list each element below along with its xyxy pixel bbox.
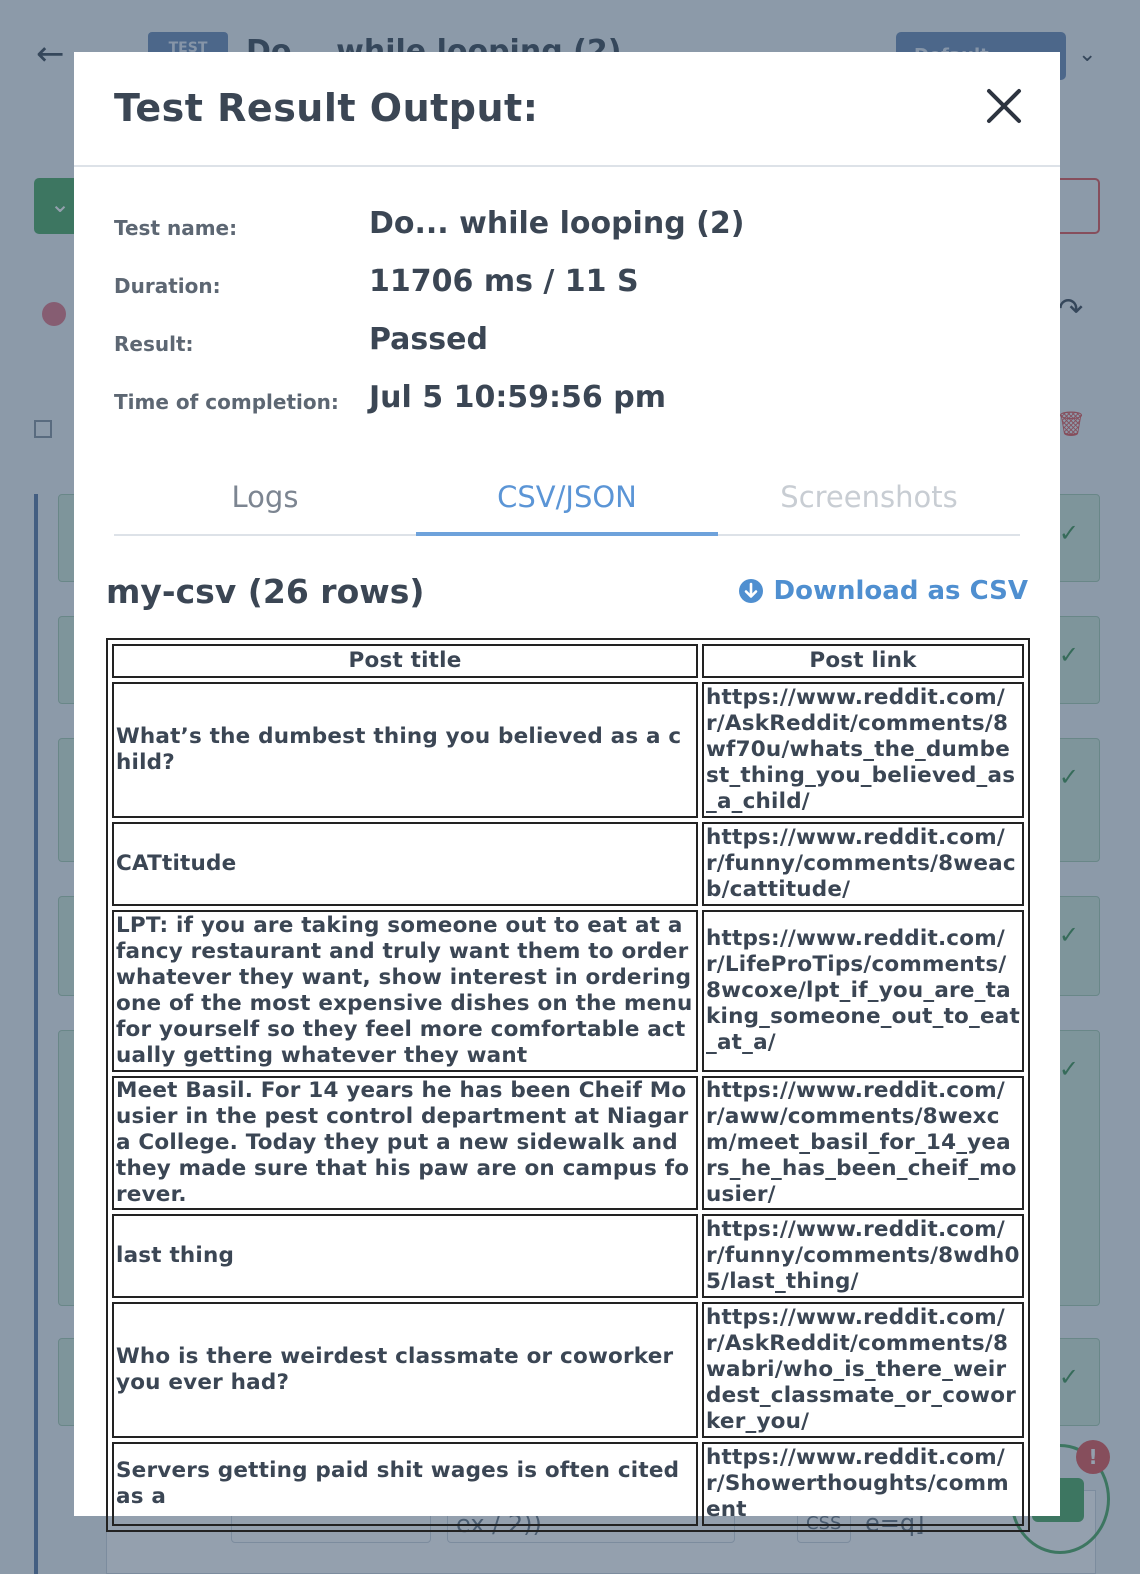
modal-header	[74, 52, 1060, 167]
post-link-cell: https://www.reddit.com/r/funny/comments/8wdh05/last_thing/	[702, 1214, 1024, 1298]
close-icon	[984, 86, 1024, 126]
post-title-cell: What’s the dumbest thing you believed as a child?	[112, 682, 698, 818]
info-label: Result:	[114, 332, 194, 356]
info-label: Test name:	[114, 216, 238, 240]
table-row	[112, 1302, 1024, 1438]
post-link-cell: https://www.reddit.com/r/Showerthoughts/comment	[702, 1442, 1024, 1526]
csv-header	[106, 572, 1028, 616]
post-link-cell: https://www.reddit.com/r/aww/comments/8wexcm/meet_basil_for_14_years_he_has_been_cheif_mousier/	[702, 1076, 1024, 1210]
post-link-cell: https://www.reddit.com/r/LifeProTips/comments/8wcoxe/lpt_if_you_are_taking_someone_out_to_eat_at_a/	[702, 910, 1024, 1072]
close-button[interactable]	[984, 86, 1024, 126]
table-row	[112, 910, 1024, 1072]
download-csv-button[interactable]	[738, 576, 1028, 606]
post-title-cell: last thing	[112, 1214, 698, 1298]
download-label: Download as CSV	[773, 576, 1028, 606]
post-title-cell: CATtitude	[112, 822, 698, 906]
csv-name: my-csv (26 rows)	[106, 572, 425, 611]
post-title-cell: Meet Basil. For 14 years he has been Cheif Mousier in the pest control department at Niagara College. Today they put a new sidewalk and they made sure that his paw are on campus forever.	[112, 1076, 698, 1210]
download-icon	[738, 578, 764, 604]
table-header-row	[112, 644, 1024, 678]
modal-title: Test Result Output:	[114, 86, 539, 130]
result-summary	[114, 202, 1014, 434]
info-label: Duration:	[114, 274, 221, 298]
table-row	[112, 1214, 1024, 1298]
post-title-cell: Who is there weirdest classmate or coworker you ever had?	[112, 1302, 698, 1438]
column-header-post-title: Post title	[112, 644, 698, 678]
table-row	[112, 822, 1024, 906]
post-title-cell: LPT: if you are taking someone out to eat at a fancy restaurant and truly want them to order whatever they want, show interest in ordering one of the most expensive dishes on the menu for yourself so they feel more comfortable actually getting whatever they want	[112, 910, 698, 1072]
post-link-cell: https://www.reddit.com/r/AskReddit/comments/8wf70u/whats_the_dumbest_thing_you_believed_as_a_child/	[702, 682, 1024, 818]
info-row-test-name	[114, 202, 1014, 260]
test-result-modal	[74, 52, 1060, 1522]
tab-csv-json[interactable]: CSV/JSON	[416, 474, 718, 536]
post-title-cell: Servers getting paid shit wages is often cited as a	[112, 1442, 698, 1526]
table-row	[112, 682, 1024, 818]
csv-table-scroll[interactable]	[106, 638, 1030, 1522]
tab-screenshots[interactable]: Screenshots	[780, 480, 958, 514]
post-link-cell: https://www.reddit.com/r/funny/comments/8weacb/cattitude/	[702, 822, 1024, 906]
info-value: Passed	[369, 322, 488, 357]
csv-table	[106, 638, 1030, 1532]
table-row	[112, 1442, 1024, 1526]
info-row-completion-time	[114, 376, 1014, 434]
result-tabs	[114, 474, 1020, 536]
info-label: Time of completion:	[114, 390, 339, 414]
post-link-cell: https://www.reddit.com/r/AskReddit/comments/8wabri/who_is_there_weirdest_classmate_or_coworker_you/	[702, 1302, 1024, 1438]
info-value: Do... while looping (2)	[369, 206, 745, 241]
table-row	[112, 1076, 1024, 1210]
tab-logs[interactable]: Logs	[231, 480, 299, 514]
info-value: Jul 5 10:59:56 pm	[369, 380, 666, 415]
info-row-duration	[114, 260, 1014, 318]
column-header-post-link: Post link	[702, 644, 1024, 678]
info-value: 11706 ms / 11 S	[369, 264, 639, 299]
info-row-result	[114, 318, 1014, 376]
